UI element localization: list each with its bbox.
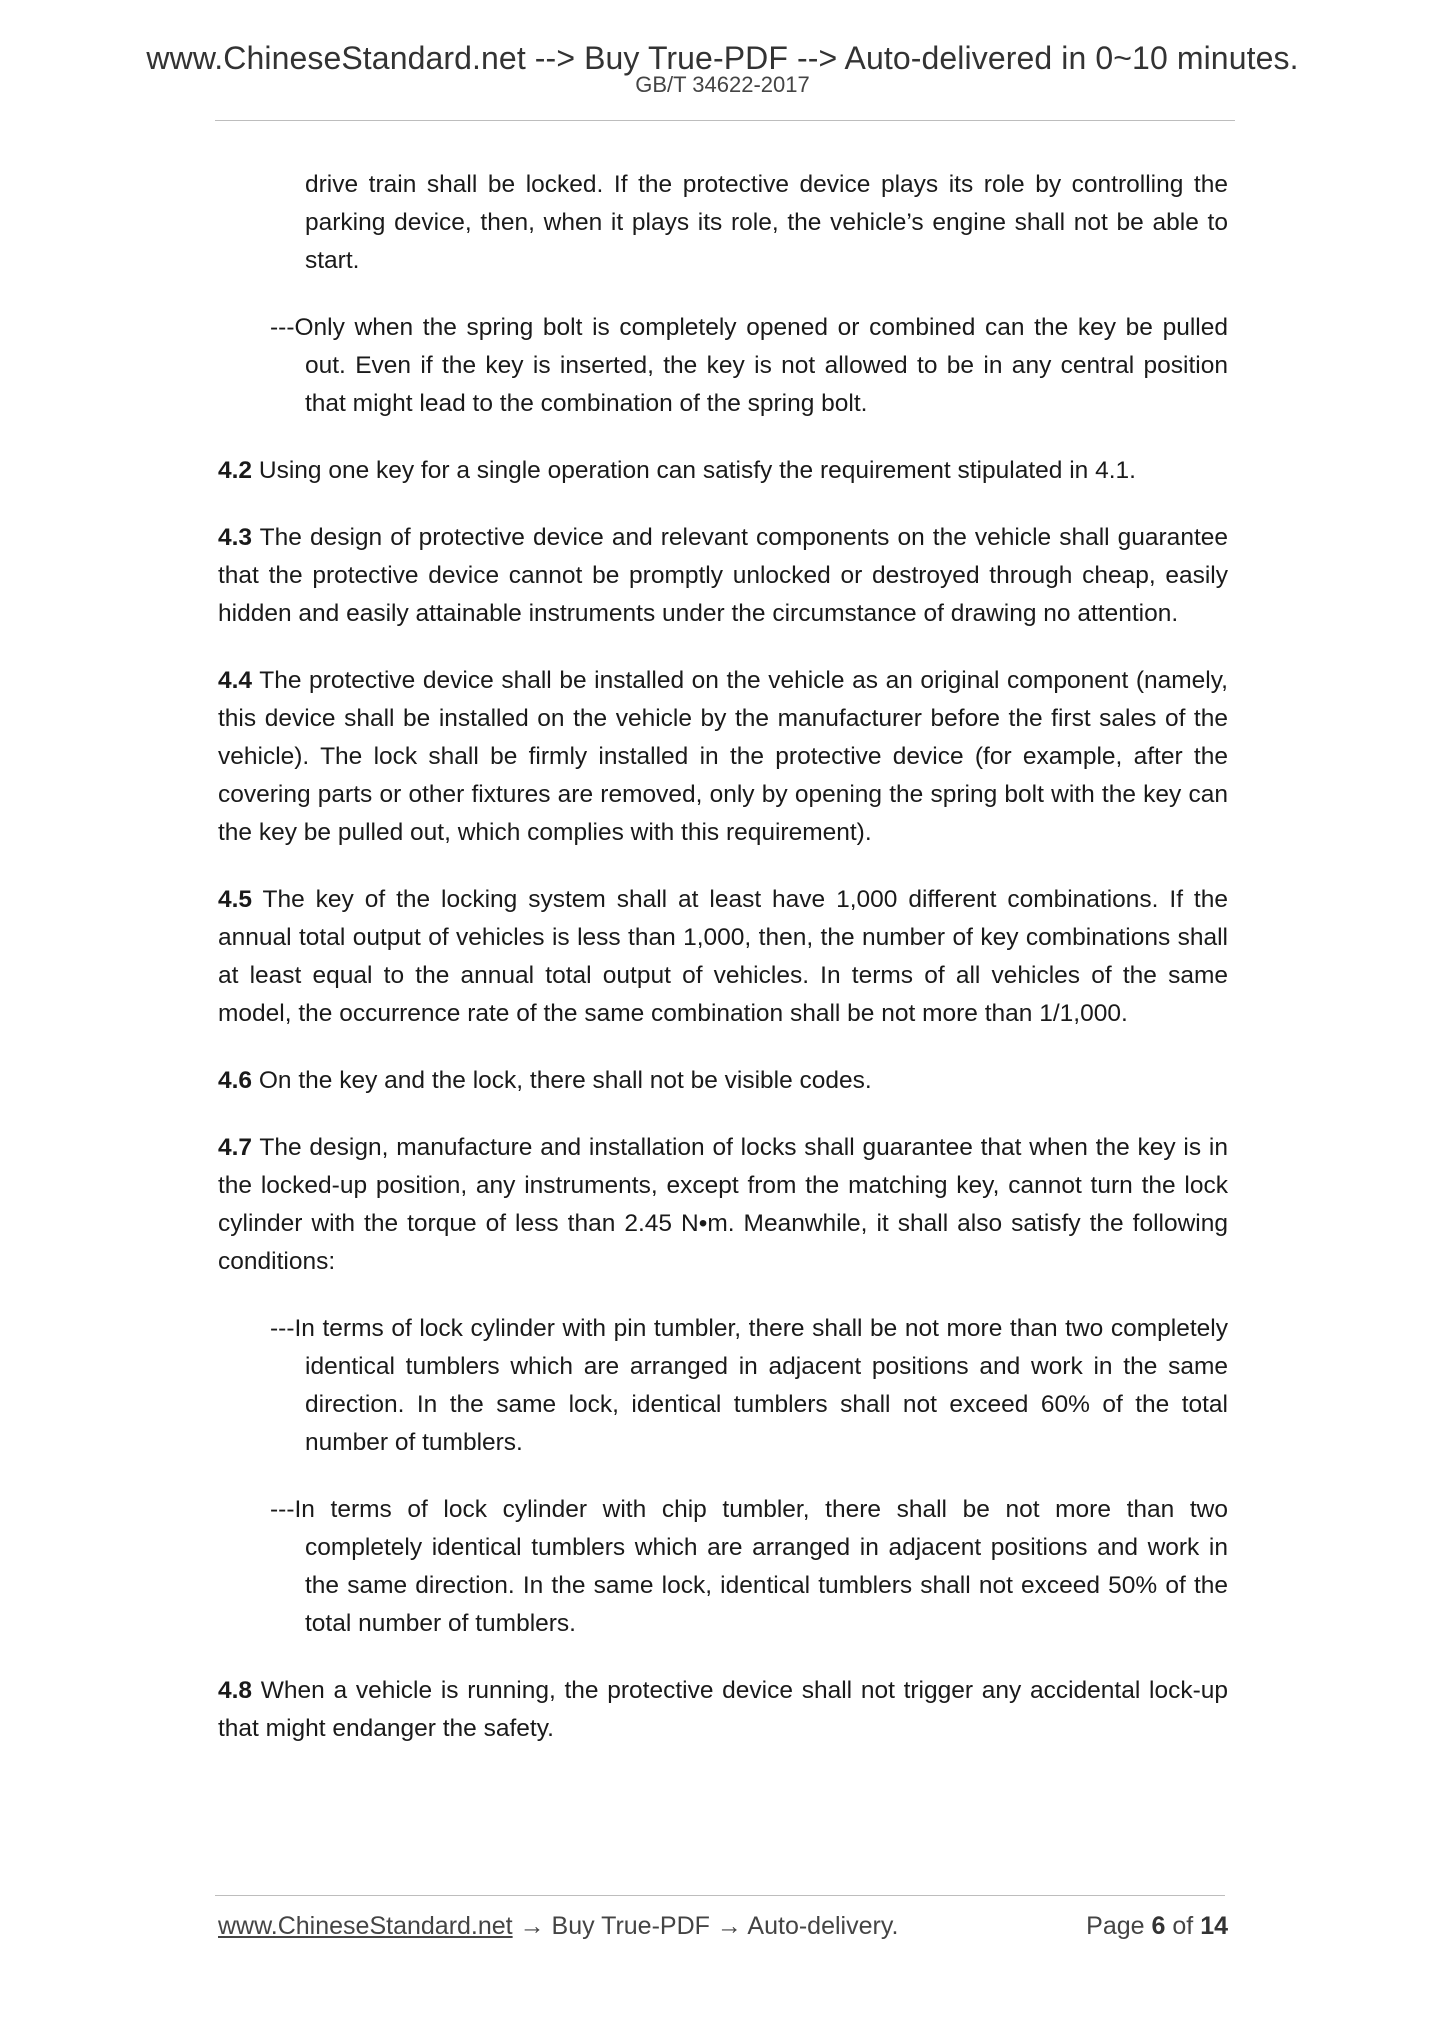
clause-number: 4.6	[218, 1067, 253, 1094]
document-body	[218, 166, 1228, 1777]
clause-text: When a vehicle is running, the protective device shall not trigger any accidental lock-up that might endanger the safety.	[218, 1677, 1228, 1742]
header-divider	[215, 120, 1235, 121]
of-label: of	[1172, 1912, 1194, 1940]
arrow-icon: →	[709, 1912, 748, 1940]
dash-item-chip-tumbler: ---In terms of lock cylinder with chip tumbler, there shall be not more than two completely identical tumblers which are arranged in adjacent positions and work in the same direction. In the same lock, identical tumblers shall not exceed 50% of the total number of tumblers.	[270, 1496, 1228, 1637]
clause-number: 4.7	[218, 1134, 253, 1161]
clause-4-3	[218, 519, 1228, 633]
page-indicator	[1086, 1912, 1228, 1941]
footer-divider	[215, 1895, 1225, 1896]
clause-4-8	[218, 1672, 1228, 1748]
clause-4-6	[218, 1062, 1228, 1100]
arrow-icon: →	[512, 1912, 552, 1940]
clause-4-5	[218, 881, 1228, 1033]
paragraph-continuation: drive train shall be locked. If the protective device plays its role by controlling the parking device, then, when it plays its role, the vehicle’s engine shall not be able to start.	[305, 171, 1228, 274]
clause-4-4	[218, 662, 1228, 852]
clause-text: Using one key for a single operation can satisfy the requirement stipulated in 4.1.	[252, 457, 1136, 484]
footer-links	[218, 1912, 898, 1941]
clause-text: On the key and the lock, there shall not be visible codes.	[252, 1067, 872, 1094]
auto-delivery-text: Auto-delivery.	[747, 1912, 899, 1940]
site-link[interactable]: www.ChineseStandard.net	[218, 1912, 513, 1940]
buy-pdf-text: Buy True-PDF	[551, 1912, 710, 1940]
page-total: 14	[1200, 1912, 1228, 1940]
clause-number: 4.2	[218, 457, 253, 484]
clause-number: 4.5	[218, 886, 253, 913]
dash-item-key-removal: ---Only when the spring bolt is completely opened or combined can the key be pulled out. Even if the key is inserted, the key is not allowed to be in any central position that might lead to the combination of the spring bolt.	[270, 314, 1228, 417]
page-label: Page	[1086, 1912, 1145, 1940]
clause-text: The key of the locking system shall at least have 1,000 different combinations. If the annual total output of vehicles is less than 1,000, then, the number of key combinations shall at least equal to the annual total output of vehicles. In terms of all vehicles of the same model, the occurrence rate of the same combination shall be not more than 1/1,000.	[218, 886, 1228, 1027]
dash-item-pin-tumbler: ---In terms of lock cylinder with pin tumbler, there shall be not more than two completely identical tumblers which are arranged in adjacent positions and work in the same direction. In the same lock, identical tumblers shall not exceed 60% of the total number of tumblers.	[270, 1315, 1228, 1456]
clause-text: The protective device shall be installed on the vehicle as an original component (namely, this device shall be installed on the vehicle by the manufacturer before the first sales of the vehicle). The lock shall be firmly installed in the protective device (for example, after the covering parts or other fixtures are removed, only by opening the spring bolt with the key can the key be pulled out, which complies with this requirement).	[218, 667, 1228, 846]
clause-text: The design, manufacture and installation of locks shall guarantee that when the key is in the locked-up position, any instruments, except from the matching key, cannot turn the lock cylinder with the torque of less than 2.45 N•m. Meanwhile, it shall also satisfy the following conditions:	[218, 1134, 1228, 1275]
clause-number: 4.4	[218, 667, 253, 694]
standard-code: GB/T 34622-2017	[635, 72, 810, 97]
clause-4-2	[218, 452, 1228, 490]
page-number: 6	[1151, 1912, 1166, 1940]
top-banner: www.ChineseStandard.net --> Buy True-PDF --> Auto-delivered in 0~10 minutes.	[146, 40, 1299, 76]
clause-number: 4.8	[218, 1677, 253, 1704]
clause-4-7	[218, 1129, 1228, 1281]
clause-number: 4.3	[218, 524, 253, 551]
clause-text: The design of protective device and relevant components on the vehicle shall guarantee that the protective device cannot be promptly unlocked or destroyed through cheap, easily hidden and easily attainable instruments under the circumstance of drawing no attention.	[218, 524, 1228, 627]
